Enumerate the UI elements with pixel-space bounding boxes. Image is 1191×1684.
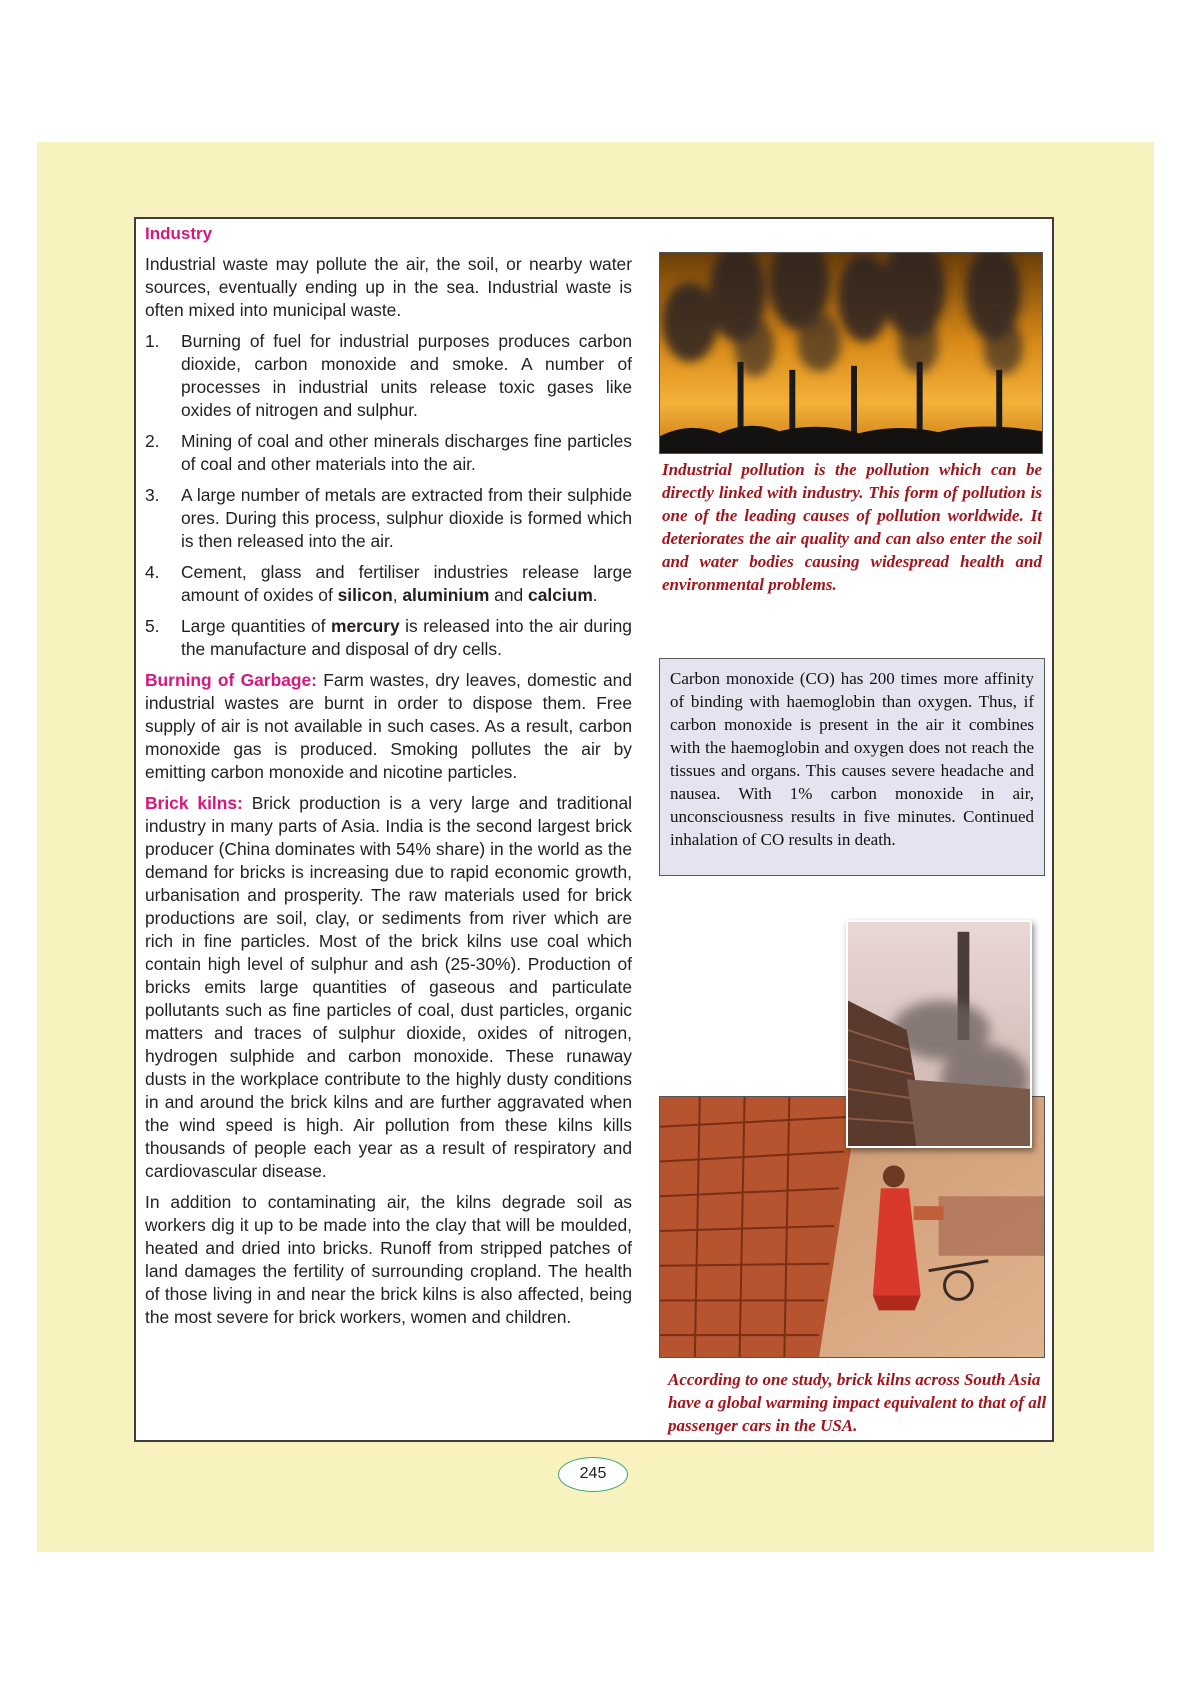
item-text: A large number of metals are extracted from their sulphide ores. During this process, sulphur dioxide is formed which is then released into the air. xyxy=(181,485,632,551)
carbon-monoxide-info-box: Carbon monoxide (CO) has 200 times more affinity of binding with haemoglobin than oxygen. Thus, if carbon monoxide is present in the air it combines with the haemoglobin and oxygen does not reach the tissues and organs. This causes severe headache and nausea. With 1% carbon monoxide in air, unconsciousness results in five minutes. Continued inhalation of CO results in death. xyxy=(659,658,1045,876)
bold-term: aluminium xyxy=(402,585,490,605)
main-text-column xyxy=(145,222,632,1337)
closing-paragraph: In addition to contaminating air, the kilns degrade soil as workers dig it up to be made into the clay that will be moulded, heated and dried into bricks. Runoff from stripped patches of land damages the fertility of surrounding cropland. The health of those living in and near the brick kilns is also affected, being the most severe for brick workers, women and children. xyxy=(145,1192,632,1327)
list-item xyxy=(145,561,632,607)
item-number: 3. xyxy=(145,485,160,505)
list-item xyxy=(145,330,632,422)
industrial-smoke-photo xyxy=(659,252,1043,454)
item-number: 4. xyxy=(145,562,160,582)
item-text: Mining of coal and other minerals discharges fine particles of coal and other materials into the air. xyxy=(181,431,632,474)
list-item xyxy=(145,615,632,661)
garbage-paragraph: Burning of Garbage: Farm wastes, dry leaves, domestic and industrial wastes are burnt in order to dispose them. Free supply of air is not available in such cases. As a result, carbon monoxide gas is produced. Smoking pollutes the air by emitting carbon monoxide and nicotine particles. xyxy=(145,670,632,782)
bold-term: mercury xyxy=(331,616,400,636)
brick-kiln-chimney-photo xyxy=(846,920,1032,1148)
page-number: 245 xyxy=(558,1457,628,1492)
bold-term: silicon xyxy=(337,585,393,605)
intro-paragraph: Industrial waste may pollute the air, the soil, or nearby water sources, eventually ending up in the sea. Industrial waste is often mixed into municipal waste. xyxy=(145,254,632,320)
item-number: 2. xyxy=(145,431,160,451)
item-text: Large quantities of mercury is released into the air during the manufacture and disposal of dry cells. xyxy=(181,616,632,659)
list-item xyxy=(145,484,632,553)
list-item xyxy=(145,430,632,476)
bold-term: calcium xyxy=(528,585,593,605)
brick-kilns-paragraph: Brick kilns: Brick production is a very large and traditional industry in many parts of Asia. India is the second largest brick producer (China dominates with 54% share) in the world as the demand for bricks is increasing due to rapid economic growth, urbanisation and prosperity. The raw materials used for brick productions are soil, clay, or sediments from river which are rich in fine particles. Most of the brick kilns use coal which contain high level of sulphur and ash (25-30%). Production of bricks emits large quantities of gaseous and particulate pollutants such as fine particles of coal, dust particles, organic matters and traces of sulphur dioxide, oxides of nitrogen, hydrogen sulphide and carbon monoxide. These runaway dusts in the workplace contribute to the highly dusty conditions in and around the brick kilns and are further aggravated when the wind speed is high. Air pollution from these kilns kills thousands of people each year as a result of respiratory and cardiovascular disease. xyxy=(145,793,633,1181)
item-number: 5. xyxy=(145,616,160,636)
industrial-pollution-caption: Industrial pollution is the pollution which can be directly linked with industry. This form of pollution is one of the leading causes of pollution worldwide. It deteriorates the air quality and can also enter the soil and water bodies causing widespread health and environmental problems. xyxy=(662,460,1042,594)
section-heading: Industry xyxy=(145,224,213,243)
item-text: Cement, glass and fertiliser industries release large amount of oxides of silicon, aluminium and calcium. xyxy=(181,562,632,605)
brick-kilns-label: Brick kilns: xyxy=(145,793,243,813)
garbage-label: Burning of Garbage: xyxy=(145,670,317,690)
item-text: Burning of fuel for industrial purposes produces carbon dioxide, carbon monoxide and smoke. A number of processes in industrial units release toxic gases like oxides of nitrogen and sulphur. xyxy=(181,331,632,420)
item-number: 1. xyxy=(145,331,160,351)
brick-kilns-caption: According to one study, brick kilns across South Asia have a global warming impact equivalent to that of all passenger cars in the USA. xyxy=(668,1370,1047,1435)
